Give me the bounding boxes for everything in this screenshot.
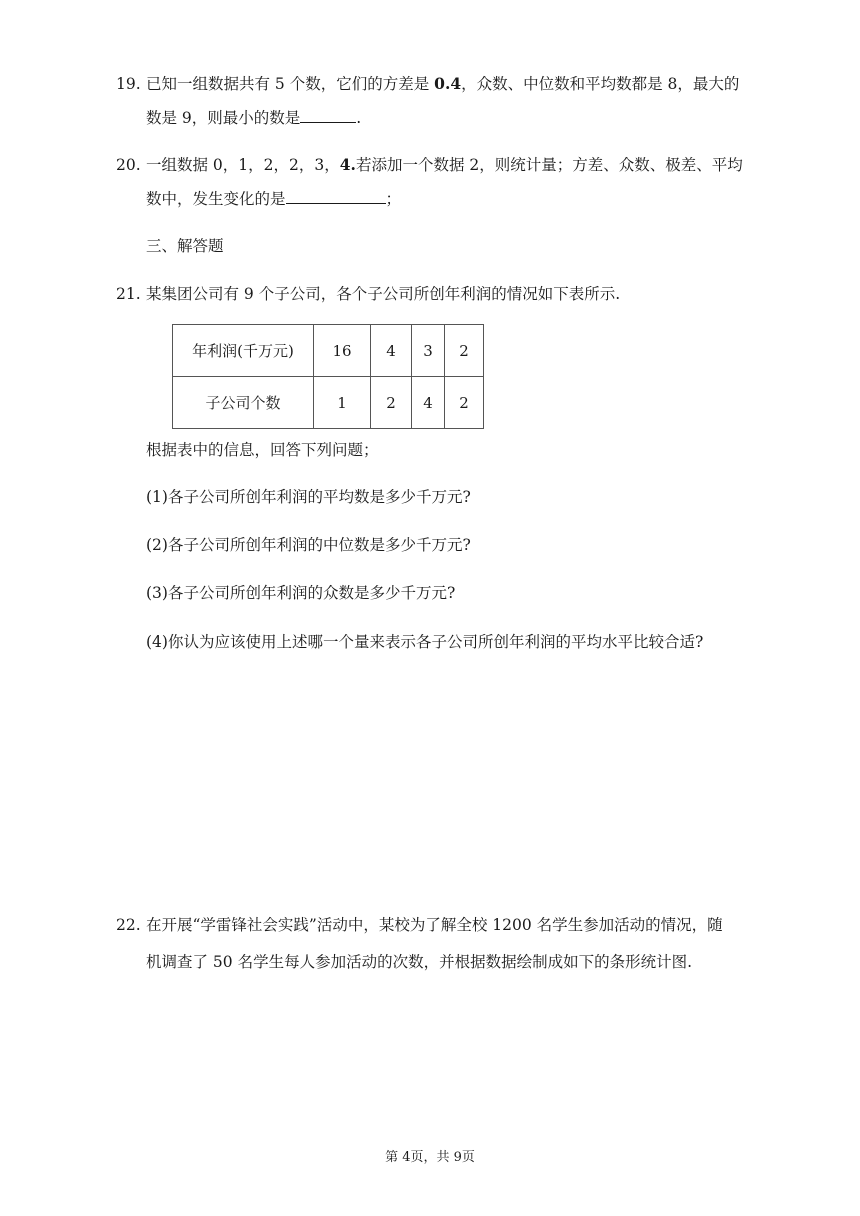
question-number-21: 21. bbox=[116, 285, 141, 303]
question-number-20: 20. bbox=[116, 156, 141, 174]
question-19-text-d: . bbox=[356, 109, 362, 127]
table-cell: 1 bbox=[314, 377, 371, 429]
question-20-text-a: 一组数据 0，1，2，2，3， bbox=[146, 156, 340, 174]
section-heading: 三、解答题 bbox=[146, 237, 224, 255]
question-20-text-b: 若添加一个数据 2，则统计量；方差、众数、极差、平均 bbox=[355, 156, 743, 174]
question-number-22: 22. bbox=[116, 916, 141, 934]
question-20-line1 bbox=[146, 154, 743, 176]
question-19-line2 bbox=[146, 107, 361, 129]
profit-table bbox=[172, 324, 484, 429]
question-20-line2 bbox=[146, 188, 401, 210]
table-row bbox=[173, 325, 484, 377]
sub-question-1: (1)各子公司所创年利润的平均数是多少千万元? bbox=[146, 488, 471, 506]
question-20-bold-number: 4. bbox=[339, 155, 356, 174]
question-19-text-c: 数是 9，则最小的数是 bbox=[146, 109, 301, 127]
table-cell: 2 bbox=[371, 377, 412, 429]
table-cell: 16 bbox=[314, 325, 371, 377]
answer-blank-20[interactable] bbox=[286, 189, 386, 204]
question-19-variance-value: 0.4 bbox=[434, 74, 462, 93]
table-cell: 3 bbox=[412, 325, 445, 377]
table-header-cell: 年利润(千万元) bbox=[173, 325, 314, 377]
page-footer: 第 4页，共 9页 bbox=[385, 1150, 475, 1165]
question-22-line1: 在开展“学雷锋社会实践”活动中，某校为了解全校 1200 名学生参加活动的情况，随 bbox=[146, 916, 723, 934]
question-19-text-b: ，众数、中位数和平均数都是 8，最大的 bbox=[461, 75, 740, 93]
sub-question-3: (3)各子公司所创年利润的众数是多少千万元? bbox=[146, 584, 456, 602]
question-20-text-d: ； bbox=[385, 190, 402, 208]
table-row bbox=[173, 377, 484, 429]
table-header-cell: 子公司个数 bbox=[173, 377, 314, 429]
question-22-line2: 机调查了 50 名学生每人参加活动的次数，并根据数据绘制成如下的条形统计图. bbox=[146, 953, 693, 971]
question-number-19: 19. bbox=[116, 75, 141, 93]
table-cell: 4 bbox=[412, 377, 445, 429]
answer-blank-19[interactable] bbox=[300, 108, 356, 123]
question-21-intro: 某集团公司有 9 个子公司，各个子公司所创年利润的情况如下表所示. bbox=[146, 285, 621, 303]
question-20-text-c: 数中，发生变化的是 bbox=[146, 190, 286, 208]
table-cell: 2 bbox=[445, 377, 484, 429]
table-cell: 4 bbox=[371, 325, 412, 377]
question-19-text-a: 已知一组数据共有 5 个数，它们的方差是 bbox=[146, 75, 435, 93]
sub-question-4: (4)你认为应该使用上述哪一个量来表示各子公司所创年利润的平均水平比较合适? bbox=[146, 633, 704, 651]
question-19-line1 bbox=[146, 73, 739, 95]
sub-question-2: (2)各子公司所创年利润的中位数是多少千万元? bbox=[146, 536, 471, 554]
table-cell: 2 bbox=[445, 325, 484, 377]
question-21-prompt: 根据表中的信息，回答下列问题； bbox=[146, 441, 379, 459]
